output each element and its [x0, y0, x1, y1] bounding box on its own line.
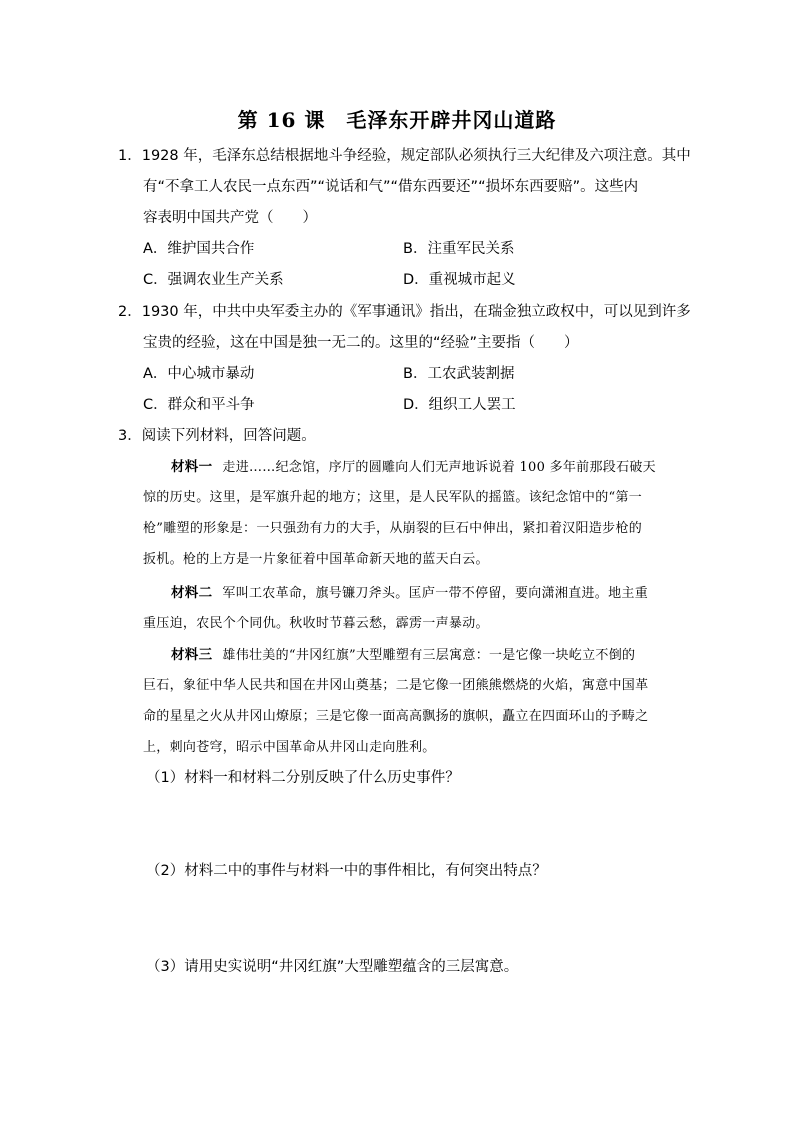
material-2-text-1: 军叫工农革命，旗号镰刀斧头。匡庐一带不停留，要向潇湘直进。地主重	[222, 586, 649, 601]
material-2-line-1	[171, 583, 648, 604]
material-1-label: 材料一	[171, 459, 213, 475]
material-2-line-2: 重压迫，农民个个同仇。秋收时节暮云愁，霹雳一声暴动。	[143, 616, 489, 631]
question-2-option-d: D．组织工人罢工	[403, 397, 516, 413]
question-1-option-d: D．重视城市起义	[403, 272, 516, 288]
question-2-option-c: C．群众和平斗争	[143, 397, 255, 413]
material-2-label: 材料二	[171, 585, 213, 601]
question-2-option-b: B．工农武装割据	[403, 366, 515, 382]
material-1-line-1	[171, 457, 656, 478]
material-3-line-1	[171, 645, 635, 666]
material-3-line-3: 命的星星之火从井冈山燎原；三是它像一面高高飘扬的旗帜，矗立在四面环山的予畴之	[143, 709, 649, 724]
question-1-option-c: C．强调农业生产关系	[143, 272, 284, 288]
question-1-line-2: 有“不拿工人农民一点东西”“说话和气”“借东西要还”“损坏东西要赔”。这些内	[143, 179, 639, 195]
material-3-line-4: 上，刺向苍穹，昭示中国革命从井冈山走向胜利。	[143, 740, 436, 755]
material-1-line-3: 枪”雕塑的形象是：一只强劲有力的大手，从崩裂的巨石中伸出，紧扣着汉阳造步枪的	[143, 521, 643, 536]
question-1-line-3: 容表明中国共产党（ ）	[143, 210, 317, 226]
question-2-line-2: 宝贵的经验，这在中国是独一无二的。这里的“经验”主要指（ ）	[143, 335, 579, 351]
page-title: 第 16 课 毛泽东开辟井冈山道路	[237, 108, 557, 132]
question-1-option-b: B．注重军民关系	[403, 241, 515, 257]
question-2-line-1: 2．1930 年，中共中央军委主办的《军事通讯》指出，在瑞金独立政权中，可以见到许多	[118, 304, 691, 320]
question-1-option-a: A．维护国共合作	[143, 241, 255, 257]
question-3-intro: 3．阅读下列材料，回答问题。	[118, 428, 316, 444]
sub-question-1: （1）材料一和材料二分别反映了什么历史事件？	[146, 770, 460, 786]
material-1-text-1: 走进……纪念馆，序厅的圆雕向人们无声地诉说着 100 多年前那段石破天	[222, 460, 656, 475]
material-3-line-2: 巨石，象征中华人民共和国在井冈山奠基；二是它像一团熊熊燃烧的火焰，寓意中国革	[143, 678, 649, 693]
question-1-line-1: 1．1928 年，毛泽东总结根据地斗争经验，规定部队必须执行三大纪律及六项注意。其中	[118, 148, 691, 164]
material-3-label: 材料三	[171, 647, 213, 663]
material-1-line-4: 扳机。枪的上方是一片象征着中国革命新天地的蓝天白云。	[143, 552, 489, 567]
question-2-option-a: A．中心城市暴动	[143, 366, 255, 382]
sub-question-2: （2）材料二中的事件与材料一中的事件相比，有何突出特点？	[146, 863, 547, 879]
material-3-text-1: 雄伟壮美的“井冈红旗”大型雕塑有三层寓意：一是它像一块屹立不倒的	[222, 648, 636, 663]
material-1-line-2: 惊的历史。这里，是军旗升起的地方；这里，是人民军队的摇篮。该纪念馆中的“第一	[143, 490, 643, 505]
sub-question-3: （3）请用史实说明“井冈红旗”大型雕塑蕴含的三层寓意。	[146, 959, 519, 975]
